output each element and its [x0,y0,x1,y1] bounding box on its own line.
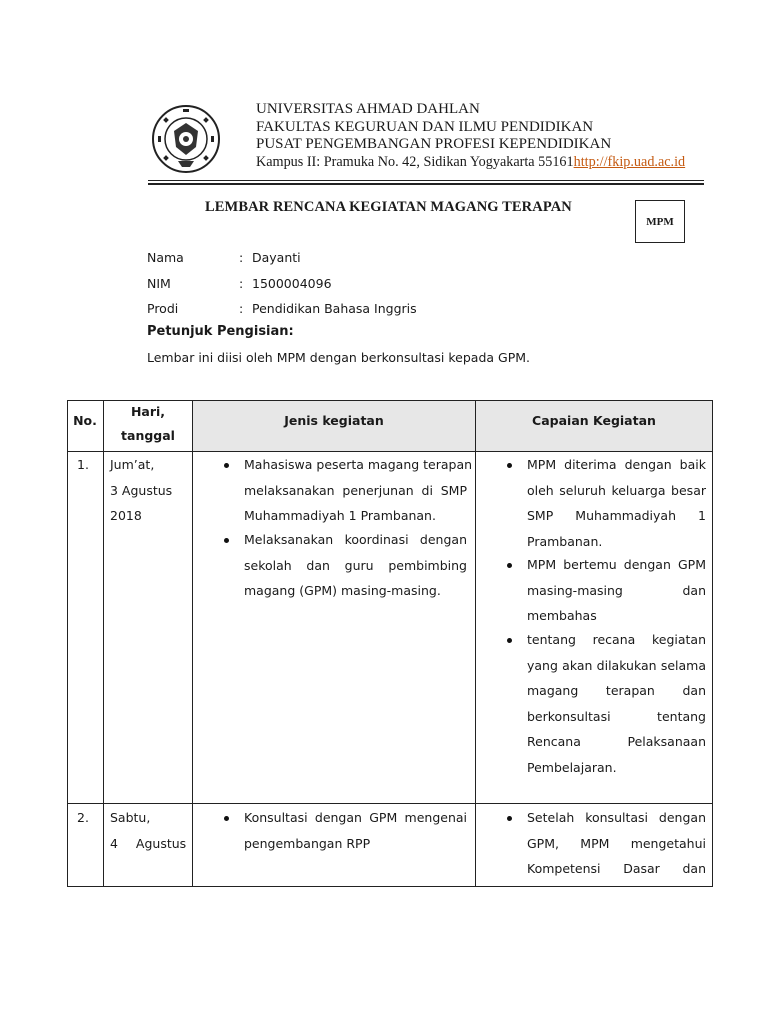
text-line: yang akan dilakukan selama [527,657,706,673]
date-line: Jum’at, [110,457,155,472]
date-line: Sabtu, [110,810,151,825]
text-line: magang terapan dan [527,683,706,698]
text-line: Setelah konsultasi dengan [527,810,706,825]
text-line: magang (GPM) masing-masing. [244,583,441,598]
text-line: Muhammadiyah 1 Prambanan. [244,508,436,523]
bullet-icon [507,638,512,643]
text-line: MPM diterima dengan baik [527,457,706,472]
date-line: 3 Agustus [110,482,173,498]
text-line: berkonsultasi tentang [527,708,706,724]
bullet-icon [224,538,229,543]
faculty-name: FAKULTAS KEGURUAN DAN ILMU PENDIDIKAN [256,118,594,135]
row1-outcome-3 [527,627,706,780]
field-value: Dayanti [252,250,301,265]
bullet-icon [507,563,512,568]
header-outcome: Capaian Kegiatan [532,413,656,428]
date-line: 4 Agustus [110,835,187,851]
text-line: Konsultasi dengan GPM mengenai [244,810,467,825]
instructions-text: Lembar ini diisi oleh MPM dengan berkonsultasi kepada GPM. [147,350,531,365]
field-label: NIM [147,276,171,291]
row1-activity-2 [244,527,467,604]
activity-table [67,400,713,887]
address-line [256,154,685,172]
field-colon: : [239,276,244,291]
row1-outcome-1 [527,452,706,554]
bullet-icon [507,816,512,821]
text-line: Rencana Pelaksanaan [527,734,706,749]
text-line: GPM, MPM mengetahui [527,835,706,851]
instructions-heading: Petunjuk Pengisian: [147,324,294,339]
row1-activity-1 [244,452,473,529]
text-line: masing-masing dan [527,582,706,598]
header-date [104,400,192,448]
university-logo [150,103,246,175]
field-value: Pendidikan Bahasa Inggris [252,301,417,316]
row1-no: 1. [77,457,89,472]
letterhead [256,101,685,171]
bullet-icon [224,816,229,821]
field-colon: : [239,301,244,316]
row1-date [110,452,190,529]
row2-date [110,805,187,856]
row2-activity-1 [244,805,467,856]
header-no: No. [73,413,97,428]
field-value: 1500004096 [252,276,332,291]
text-line: tentang recana kegiatan [527,632,706,647]
mpm-badge: MPM [635,200,685,243]
bullet-icon [507,463,512,468]
university-name: UNIVERSITAS AHMAD DAHLAN [256,101,480,117]
date-line: 2018 [110,508,142,523]
text-line: melaksanakan penerjunan di SMP [244,482,467,498]
row2-no: 2. [77,810,89,825]
text-line: Melaksanakan koordinasi dengan [244,532,467,547]
row1-outcome-2 [527,552,706,629]
text-line: Mahasiswa peserta magang terapan [244,457,473,472]
header-rule-thick [148,183,704,185]
text-line: Pembelajaran. [527,759,617,775]
website-link[interactable]: http://fkip.uad.ac.id [573,153,686,170]
text-line: SMP Muhammadiyah 1 [527,508,706,523]
text-line: oleh seluruh keluarga besar [527,482,706,498]
text-line: MPM bertemu dengan GPM [527,557,706,572]
header-date-line1: Hari, [130,404,166,419]
header-activity: Jenis kegiatan [284,413,384,428]
text-line: membahas [527,608,597,623]
document-title: LEMBAR RENCANA KEGIATAN MAGANG TERAPAN [205,199,572,215]
text-line: Prambanan. [527,533,603,549]
field-colon: : [239,250,244,265]
header-rule [148,180,704,181]
bullet-icon [224,463,229,468]
center-name: PUSAT PENGEMBANGAN PROFESI KEPENDIDIKAN [256,136,612,152]
text-line: Kompetensi Dasar dan [527,861,706,876]
header-date-line2: tanggal [121,428,175,443]
field-label: Prodi [147,301,179,316]
text-line: sekolah dan guru pembimbing [244,557,467,573]
text-line: pengembangan RPP [244,835,371,851]
field-label: Nama [147,250,184,265]
address-text: Kampus II: Pramuka No. 42, Sidikan Yogyakarta 55161 [256,153,574,170]
row2-outcome-1 [527,805,706,882]
